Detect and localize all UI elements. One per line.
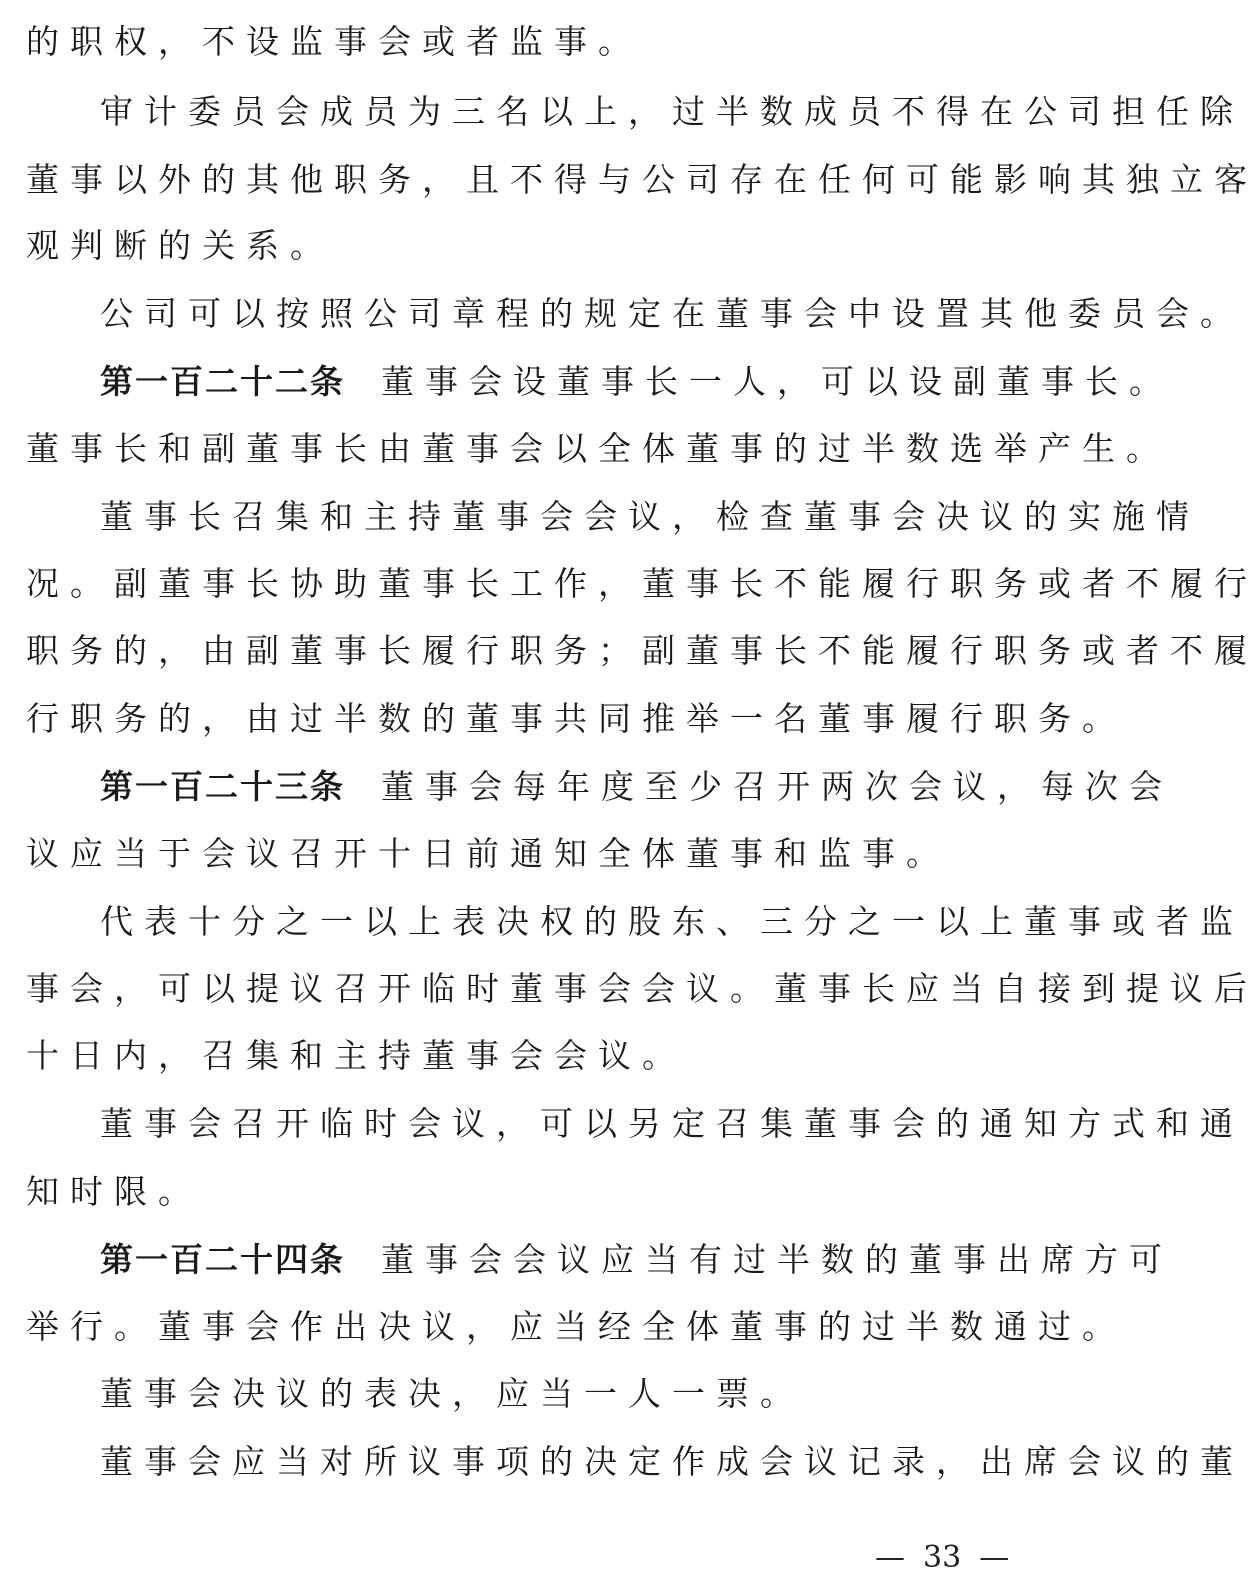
article-122-line: 第一百二十二条 董事会设董事长一人，可以设副董事长。 xyxy=(100,362,1173,401)
text-line: 知时限。 xyxy=(26,1172,202,1211)
text-line: 董事长和副董事长由董事会以全体董事的过半数选举产生。 xyxy=(26,429,1170,468)
article-heading-123: 第一百二十三条 xyxy=(100,767,345,806)
article-heading-124: 第一百二十四条 xyxy=(100,1240,345,1279)
paragraph-line: 董事长召集和主持董事会会议，检查董事会决议的实施情 xyxy=(100,497,1200,536)
paragraph-line: 董事会应当对所议事项的决定作成会议记录，出席会议的董 xyxy=(100,1442,1244,1481)
text-line: 职务的，由副董事长履行职务；副董事长不能履行职务或者不履 xyxy=(26,631,1258,670)
article-123-line: 第一百二十三条 董事会每年度至少召开两次会议，每次会 xyxy=(100,767,1173,806)
article-124-line: 第一百二十四条 董事会会议应当有过半数的董事出席方可 xyxy=(100,1240,1173,1279)
text-line: 行职务的，由过半数的董事共同推举一名董事履行职务。 xyxy=(26,699,1126,738)
text-line: 观判断的关系。 xyxy=(26,226,334,265)
footer-dash-left: — xyxy=(875,1540,905,1575)
text-line: 举行。董事会作出决议，应当经全体董事的过半数通过。 xyxy=(26,1307,1126,1346)
text-line: 董事以外的其他职务，且不得与公司存在任何可能影响其独立客 xyxy=(26,160,1258,199)
paragraph-line: 公司可以按照公司章程的规定在董事会中设置其他委员会。 xyxy=(100,294,1244,333)
text-line: 事会，可以提议召开临时董事会会议。董事长应当自接到提议后 xyxy=(26,969,1258,1008)
text-line: 的职权，不设监事会或者监事。 xyxy=(26,22,642,61)
footer-dash-right: — xyxy=(979,1540,1010,1575)
text-line: 议应当于会议召开十日前通知全体董事和监事。 xyxy=(26,834,950,873)
page-number: 33 xyxy=(923,1540,962,1575)
page-footer xyxy=(875,1536,1055,1580)
paragraph-line: 代表十分之一以上表决权的股东、三分之一以上董事或者监 xyxy=(100,902,1244,941)
paragraph-line: 董事会决议的表决，应当一人一票。 xyxy=(100,1374,804,1413)
article-heading-122: 第一百二十二条 xyxy=(100,362,345,401)
text-line: 况。副董事长协助董事长工作，董事长不能履行职务或者不履行 xyxy=(26,564,1258,603)
paragraph-line: 董事会召开临时会议，可以另定召集董事会的通知方式和通 xyxy=(100,1104,1244,1143)
text-line: 十日内，召集和主持董事会会议。 xyxy=(26,1036,686,1075)
paragraph-line: 审计委员会成员为三名以上，过半数成员不得在公司担任除 xyxy=(100,92,1244,131)
